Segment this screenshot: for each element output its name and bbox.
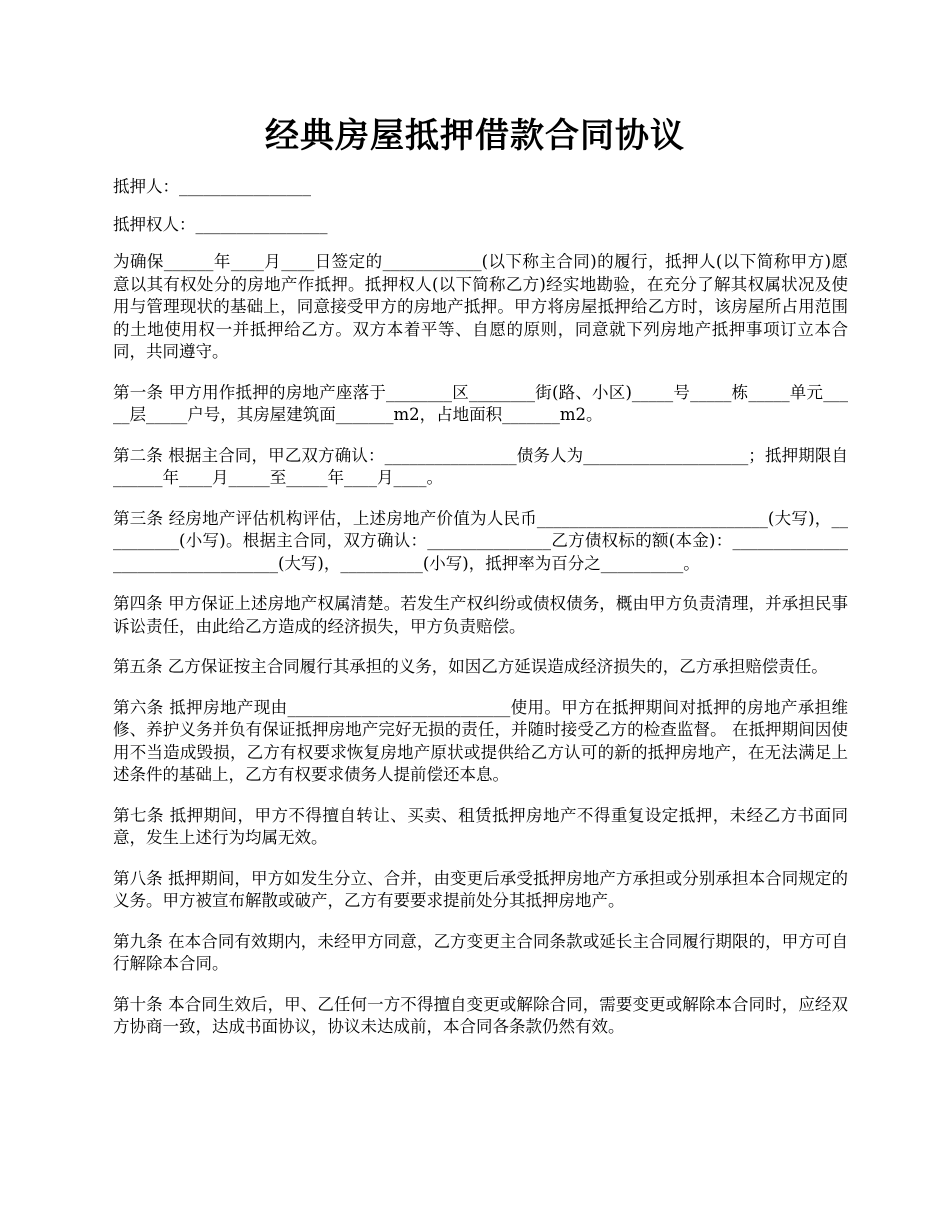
article-9: 第九条 在本合同有效期内，未经甲方同意，乙方变更主合同条款或延长主合同履行期限的，甲方可自行解除本合同。 [113,931,848,973]
article-7: 第七条 抵押期间，甲方不得擅自转让、买卖、租赁抵押房地产不得重复设定抵押，未经乙方书面同意，发生上述行为均属无效。 [113,805,848,847]
article-3: 第三条 经房地产评估机构评估，上述房地产价值为人民币____________________________(大写)，__________(小写)。根据主合同，双方确认：_______________乙方债权标的额(本金)：__________________________________(大写)，__________(小写)，抵押率为百分之__________。 [113,508,848,573]
article-5: 第五条 乙方保证按主合同履行其承担的义务，如因乙方延误造成经济损失的，乙方承担赔偿责任。 [113,657,828,676]
document-body [113,176,848,1057]
article-4: 第四条 甲方保证上述房地产权属清楚。若发生产权纠纷或债权债务，概由甲方负责清理，并承担民事诉讼责任，由此给乙方造成的经济损失，甲方负责赔偿。 [113,594,848,636]
mortgagee-field: 抵押权人：________________ [113,214,328,234]
article-8: 第八条 抵押期间，甲方如发生分立、合并，由变更后承受抵押房地产方承担或分别承担本合同规定的义务。甲方被宣布解散或破产，乙方有要要求提前处分其抵押房地产。 [113,868,848,910]
article-6: 第六条 抵押房地产现由___________________________使用。甲方在抵押期间对抵押的房地产承担维修、养护义务并负有保证抵押房地产完好无损的责任，并随时接受乙方的检查监督。 在抵押期间因使用不当造成毁损，乙方有权要求恢复房地产原状或提供给乙方认可的新的抵押房地产，在无法满足上述条件的基础上，乙方有权要求债务人提前偿还本息。 [113,697,848,784]
article-10: 第十条 本合同生效后，甲、乙任何一方不得擅自变更或解除合同，需要变更或解除本合同时，应经双方协商一致，达成书面协议，协议未达成前，本合同各条款仍然有效。 [113,994,848,1036]
mortgagor-field: 抵押人：________________ [113,177,311,196]
article-1: 第一条 甲方用作抵押的房地产座落于________区________街(路、小区)_____号_____栋_____单元_____层_____户号，其房屋建筑面_______m2，占地面积_______m2。 [113,382,848,424]
preamble-paragraph: 为确保______年____月____日签定的____________(以下称主合同)的履行，抵押人(以下简称甲方)愿意以其有权处分的房地产作抵押。抵押权人(以下简称乙方)经实地勘验，在充分了解其权属状况及使用与管理现状的基础上，同意接受甲方的房地产抵押。甲方将房屋抵押给乙方时，该房屋所占用范围的土地使用权一并抵押给乙方。双方本着平等、自愿的原则，同意就下列房地产抵押事项订立本合同，共同遵守。 [113,252,848,361]
article-2: 第二条 根据主合同，甲乙双方确认：________________债务人为____________________；抵押期限自______年____月_____至_____年____月____。 [113,445,848,487]
document-title: 经典房屋抵押借款合同协议 [265,116,685,156]
